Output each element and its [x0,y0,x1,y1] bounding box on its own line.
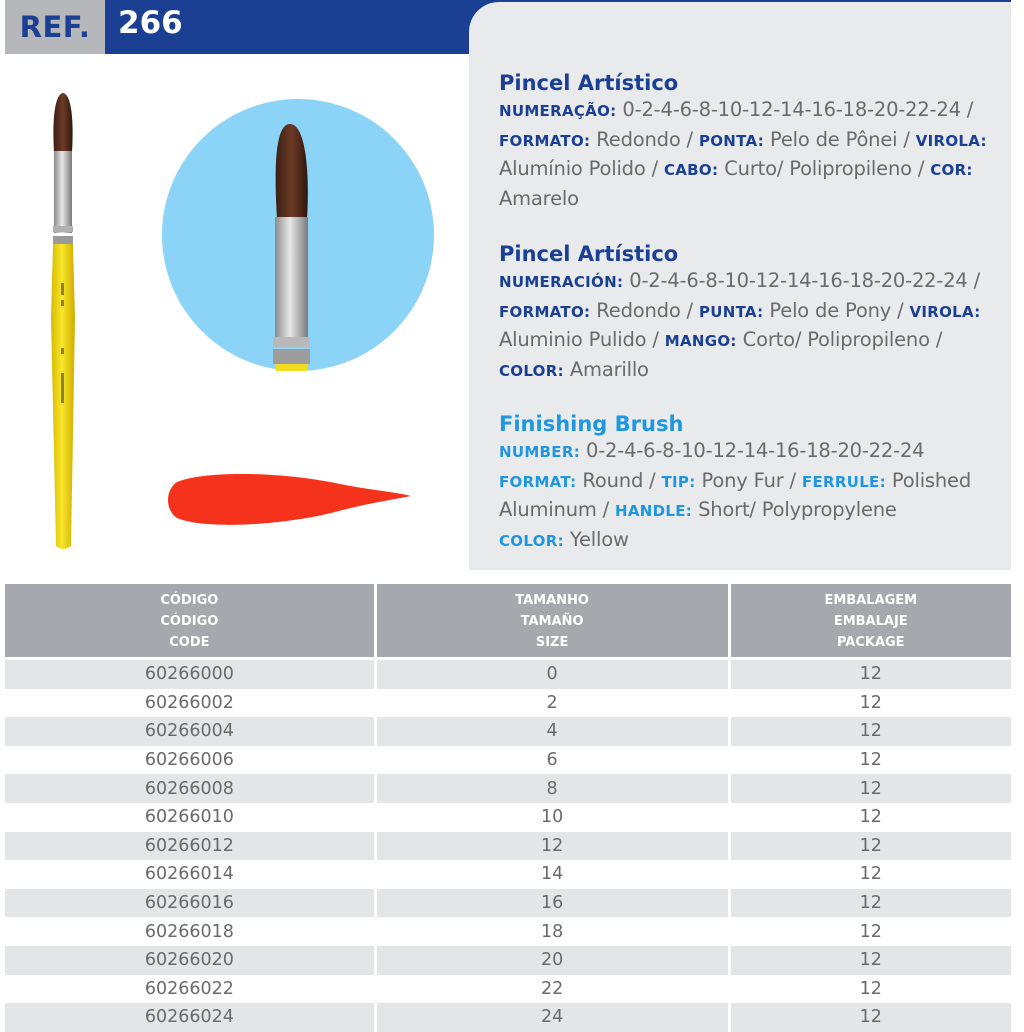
description-title: Pincel Artístico [499,71,679,95]
spec-key: NUMERACIÓN: [499,273,624,291]
spec-key: COR: [930,161,973,179]
spec-value: Polished Aluminum / [499,468,972,521]
size-cell: 24 [377,1003,731,1032]
size-cell: 22 [377,975,731,1004]
description-title: Finishing Brush [499,412,684,436]
code-cell: 60266020 [5,946,377,975]
spec-value: Round / [576,468,662,492]
spec-value: Corto/ Polipropileno / [736,328,943,351]
product-photo [38,88,88,553]
table-row [5,917,1011,946]
spec-value: Curto/ Polipropileno / [718,157,931,180]
table-row [5,774,1011,803]
description-body [499,96,999,213]
spec-key: COLOR: [499,361,564,380]
spec-value: Pelo de Pônei / [764,127,916,151]
table-header-row [5,584,1011,660]
spec-value: 0-2-4-6-8-10-12-14-16-18-20-22-24 / [616,98,974,121]
column-header-package [731,584,1012,660]
code-cell: 60266016 [5,889,377,918]
ref-label: REF. [19,10,91,44]
spec-key: FERRULE: [801,472,886,491]
spec-key: PUNTA: [698,302,764,321]
spec-value: Pony Fur / [695,468,802,492]
header-line: EMBALAGEM [824,593,918,608]
package-cell: 12 [731,946,1012,975]
spec-value: Redondo / [590,127,699,151]
spec-value: Pelo de Pony / [763,298,910,322]
code-cell: 60266004 [5,717,377,746]
code-cell: 60266008 [5,774,377,803]
spec-value: Short/ Polypropylene [692,498,897,521]
code-cell: 60266012 [5,832,377,861]
size-cell: 16 [377,889,731,918]
package-cell: 12 [731,917,1012,946]
size-cell: 2 [377,689,731,718]
spec-key: COLOR: [499,531,564,550]
column-header-size [377,584,731,660]
product-table [5,584,1011,1032]
spec-value: Amarelo [499,186,579,210]
package-cell: 12 [731,975,1012,1004]
spec-key: CABO: [663,161,719,179]
code-cell: 60266018 [5,917,377,946]
spec-value: 0-2-4-6-8-10-12-14-16-18-20-22-24 / [623,269,981,292]
description-spanish [499,241,999,385]
header-line: CÓDIGO [160,614,219,629]
table-row [5,689,1011,718]
description-english [499,411,999,555]
table-row [5,746,1011,775]
spec-key: FORMATO: [499,131,591,150]
column-header-code [5,584,377,660]
package-cell: 12 [731,1003,1012,1032]
spec-key: NUMBER: [499,443,580,461]
detail-photo [162,99,434,371]
spec-key: PONTA: [698,131,764,150]
spec-value: Alumínio Polido / [499,157,664,180]
code-cell: 60266014 [5,860,377,889]
size-cell: 20 [377,946,731,975]
table-row [5,975,1011,1004]
header-line: TAMAÑO [520,614,584,629]
size-cell: 0 [377,660,731,689]
description-title: Pincel Artístico [499,242,679,266]
size-cell: 14 [377,860,731,889]
table-row [5,1003,1011,1032]
header-line: SIZE [535,635,569,650]
table-row [5,889,1011,918]
package-cell: 12 [731,774,1012,803]
package-cell: 12 [731,860,1012,889]
spec-key: MANGO: [664,332,737,350]
size-cell: 4 [377,717,731,746]
package-cell: 12 [731,889,1012,918]
header-line: PACKAGE [836,635,905,650]
code-cell: 60266000 [5,660,377,689]
description-body [499,267,999,385]
header-line: CODE [169,635,210,650]
code-cell: 60266010 [5,803,377,832]
package-cell: 12 [731,746,1012,775]
description-body [499,437,999,555]
code-cell: 60266006 [5,746,377,775]
package-cell: 12 [731,660,1012,689]
code-cell: 60266024 [5,1003,377,1032]
spec-key: FORMATO: [499,302,591,321]
size-cell: 6 [377,746,731,775]
size-cell: 10 [377,803,731,832]
package-cell: 12 [731,803,1012,832]
table-row [5,803,1011,832]
size-cell: 12 [377,832,731,861]
code-cell: 60266022 [5,975,377,1004]
size-cell: 18 [377,917,731,946]
table-row [5,860,1011,889]
stroke-sample [165,468,415,528]
spec-key: FORMAT: [499,472,577,491]
description-portuguese [499,70,999,213]
header-line: EMBALAJE [833,614,908,629]
spec-value: Yellow [563,527,629,551]
table-row [5,717,1011,746]
table-row [5,946,1011,975]
spec-key: TIP: [661,472,696,491]
header-line: TAMANHO [515,593,589,608]
code-cell: 60266002 [5,689,377,718]
table-row [5,832,1011,861]
package-cell: 12 [731,717,1012,746]
size-cell: 8 [377,774,731,803]
spec-value: 0-2-4-6-8-10-12-14-16-18-20-22-24 [580,439,925,462]
spec-key: VIROLA: [915,131,987,150]
package-cell: 12 [731,832,1012,861]
package-cell: 12 [731,689,1012,718]
spec-key: NUMERAÇÃO: [499,102,617,120]
ref-number: 266 [118,5,183,41]
spec-key: HANDLE: [615,502,693,520]
spec-value: Aluminio Pulido / [499,328,665,351]
spec-key: VIROLA: [909,302,981,321]
ref-label-box [5,0,105,54]
description-panel [469,2,1011,570]
header-line: CÓDIGO [160,593,219,608]
spec-value: Redondo / [590,298,699,322]
table-row [5,660,1011,689]
spec-value: Amarillo [563,357,649,381]
